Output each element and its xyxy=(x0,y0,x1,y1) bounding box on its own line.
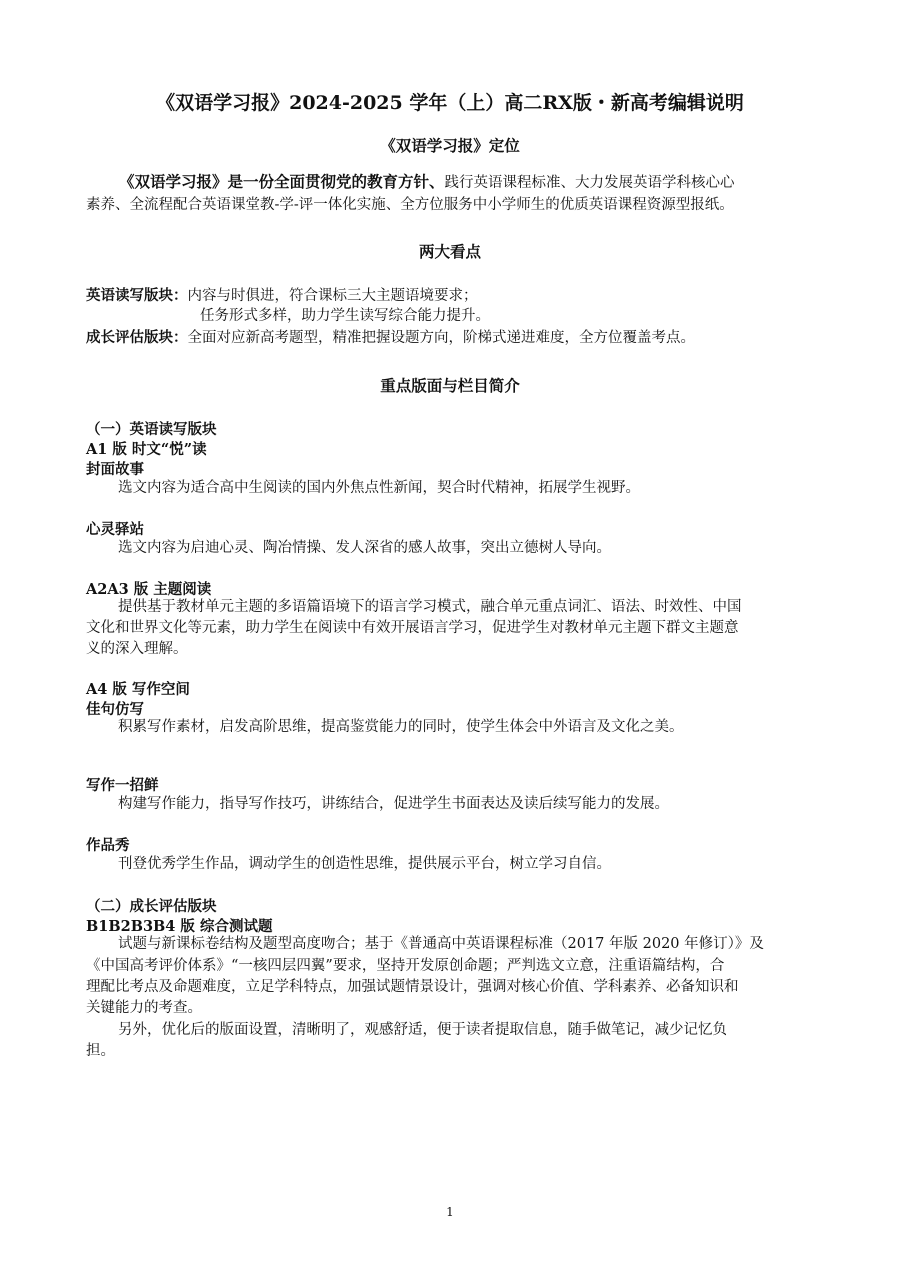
a4-column-name: 作品秀 xyxy=(86,837,130,854)
highlight-text: 全面对应新高考题型，精准把握设题方向，阶梯式递进难度，全方位覆盖考点。 xyxy=(187,330,695,346)
highlight-item-reading-writing xyxy=(86,285,478,307)
a4-column-desc: 积累写作素材，启发高阶思维，提高鉴赏能力的同时，使学生体会中外语言及文化之美。 xyxy=(118,719,684,735)
intro-heading: 重点版面与栏目简介 xyxy=(380,376,520,395)
b-desc-line: 试题与新课标卷结构及题型高度吻合；基于《普通高中英语课程标准（2017 年版 2020 年修订）》及 xyxy=(118,936,764,952)
a4-column-name: 写作一招鲜 xyxy=(86,777,159,794)
a4-column-name: 佳句仿写 xyxy=(86,701,144,718)
positioning-line-1 xyxy=(119,171,735,194)
section-2-heading: （二）成长评估版块 xyxy=(86,898,217,915)
positioning-heading: 《双语学习报》定位 xyxy=(380,136,520,155)
a1-column-name: 封面故事 xyxy=(86,461,144,478)
positioning-line-1-bold: 《双语学习报》是一份全面贯彻党的教育方针、 xyxy=(119,172,445,191)
document-title: 《双语学习报》2024-2025 学年（上）高二RX版・新高考编辑说明 xyxy=(156,92,744,114)
a1-column-desc: 选文内容为启迪心灵、陶冶情操、发人深省的感人故事，突出立德树人导向。 xyxy=(118,540,611,556)
b-title: B1B2B3B4 版 综合测试题 xyxy=(86,918,273,935)
a4-column-desc: 构建写作能力，指导写作技巧，讲练结合，促进学生书面表达及读后续写能力的发展。 xyxy=(118,796,669,812)
positioning-line-1-rest: 践行英语课程标准、大力发展英语学科核心心 xyxy=(444,175,735,191)
a4-title: A4 版 写作空间 xyxy=(86,681,190,698)
highlight-text: 内容与时俱进，符合课标三大主题语境要求； xyxy=(187,288,478,304)
a1-column-name: 心灵驿站 xyxy=(86,521,144,538)
b-desc-line: 关键能力的考查。 xyxy=(86,1000,202,1016)
b-extra-line: 另外，优化后的版面设置，清晰明了，观感舒适，便于读者提取信息，随手做笔记，减少记忆负 xyxy=(118,1022,727,1038)
a1-column-desc: 选文内容为适合高中生阅读的国内外焦点性新闻，契合时代精神，拓展学生视野。 xyxy=(118,480,640,496)
a2a3-title: A2A3 版 主题阅读 xyxy=(86,581,212,598)
b-extra-line: 担。 xyxy=(86,1043,115,1059)
a1-title: A1 版 时文“悦”读 xyxy=(86,441,207,458)
a2a3-desc-line: 提供基于教材单元主题的多语篇语境下的语言学习模式，融合单元重点词汇、语法、时效性、中国 xyxy=(118,599,742,615)
a2a3-desc-line: 义的深入理解。 xyxy=(86,641,188,657)
section-1-heading: （一）英语读写版块 xyxy=(86,421,217,438)
highlight-text: 任务形式多样，助力学生读写综合能力提升。 xyxy=(200,308,490,324)
positioning-line-2: 素养、全流程配合英语课堂教-学-评一体化实施、全方位服务中小学师生的优质英语课程资源型报纸。 xyxy=(86,197,734,213)
highlight-item-growth-assessment xyxy=(86,327,695,349)
highlights-heading: 两大看点 xyxy=(418,242,481,261)
a2a3-desc-line: 文化和世界文化等元素，助力学生在阅读中有效开展语言学习，促进学生对教材单元主题下群文主题意 xyxy=(86,620,739,636)
highlight-label: 英语读写版块： xyxy=(86,287,188,304)
page-number: 1 xyxy=(446,1205,454,1219)
a4-column-desc: 刊登优秀学生作品，调动学生的创造性思维，提供展示平台，树立学习自信。 xyxy=(118,856,611,872)
b-desc-line: 《中国高考评价体系》“一核四层四翼”要求，坚持开发原创命题；严判选文立意，注重语篇结构，合 xyxy=(86,958,725,974)
b-desc-line: 理配比考点及命题难度，立足学科特点，加强试题情景设计，强调对核心价值、学科素养、必备知识和 xyxy=(86,979,739,995)
highlight-label: 成长评估版块： xyxy=(86,329,188,346)
